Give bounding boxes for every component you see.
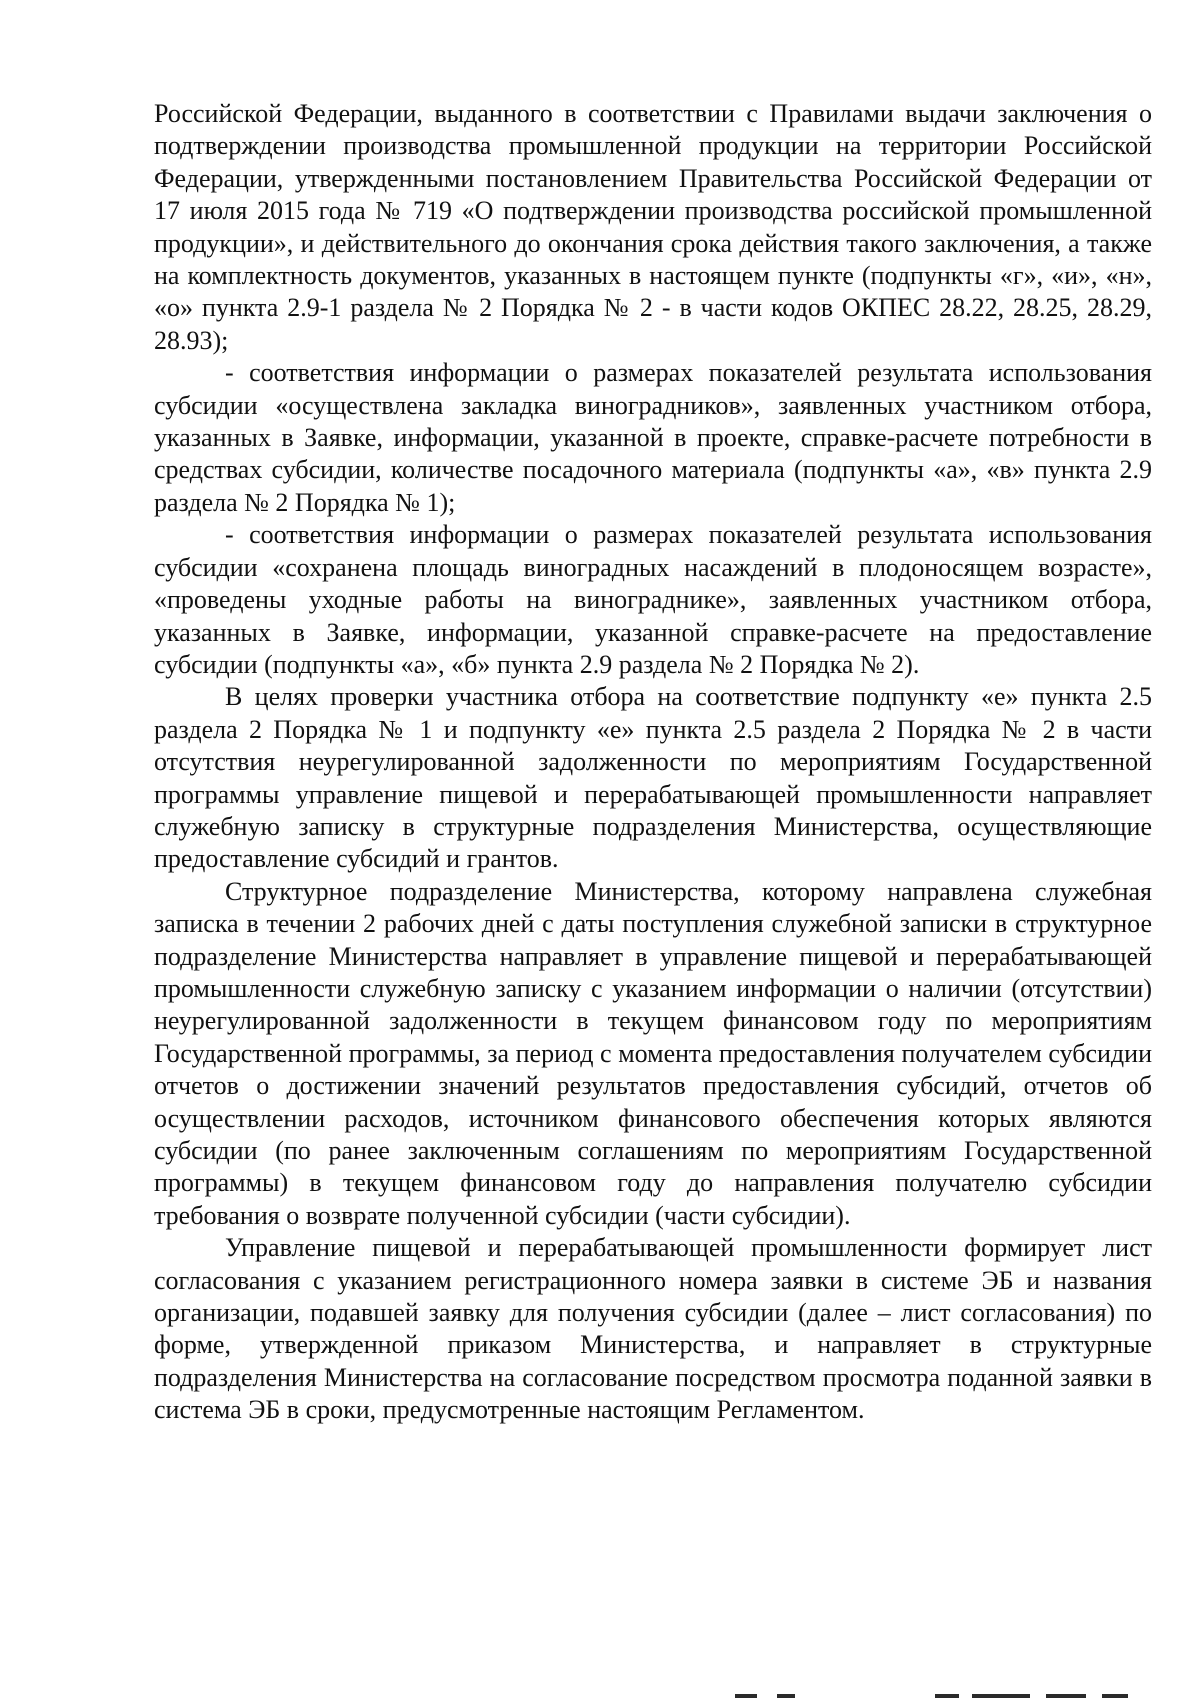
paragraph-approval-sheet: Управление пищевой и перерабатывающей промышленности формирует лист согласования с указанием регистрационного номера заявки в системе ЭБ и названия организации, подавшей заявку для получения субсидии (далее – лист согласования) по форме, утвержденной приказом Министерства, и направляет в структурные подразделения Министерства на согласование посредством просмотра поданной заявки в система ЭБ в сроки, предусмотренные настоящим Регламентом. [154,1233,1152,1425]
scan-mark [1102,1694,1128,1698]
paragraph-continuation: Российской Федерации, выданного в соответствии с Правилами выдачи заключения о подтверждении производства промышленной продукции на территории Российской Федерации, утвержденными постановлением Правительства Российской Федерации от 17 июля 2015 года № 719 «О подтверждении производства российской промышленной продукции», и действительного до окончания срока действия такого заключения, а также на комплектность документов, указанных в настоящем пункте (подпункты «г», «и», «н», «о» пункта 2.9-1 раздела № 2 Порядка № 2 - в части кодов ОКПЕС 28.22, 28.25, 28.29, 28.93); [154,99,1152,355]
paragraph-bullet-vineyard-planting: - соответствия информации о размерах показателей результата использования субсидии «осуществлена закладка виноградников», заявленных участником отбора, указанных в Заявке, информации, указанной в проекте, справке-расчете потребности в средствах субсидии, количестве посадочного материала (подпункты «а», «в» пункта 2.9 раздела № 2 Порядка № 1); [154,358,1152,517]
paragraph-structural-unit: Структурное подразделение Министерства, которому направлена служебная записка в течении 2 рабочих дней с даты поступления служебной записки в структурное подразделение Министерства направляет в управление пищевой и перерабатывающей промышленности служебную записку с указанием информации о наличии (отсутствии) неурегулированной задолженности в текущем финансовом году по мероприятиям Государственной программы, за период с момента предоставления получателем субсидии отчетов о достижении значений результатов предоставления субсидий, отчетов об осуществлении расходов, источником финансового обеспечения которых являются субсидии (по ранее заключенным соглашениям по мероприятиям Государственной программы) в текущем финансовом году до направления получателю субсидии требования о возврате полученной субсидии (части субсидии). [154,876,1152,1230]
scan-mark [935,1694,959,1698]
paragraph-debt-check: В целях проверки участника отбора на соответствие подпункту «е» пункта 2.5 раздела 2 Порядка № 1 и подпункту «е» пункта 2.5 раздела 2 Порядка № 2 в части отсутствия неурегулированной задолженности по мероприятиям Государственной программы управление пищевой и перерабатывающей промышленности направляет служебную записку в структурные подразделения Министерства, осуществляющие предоставление субсидий и грантов. [154,682,1152,874]
scan-mark [735,1694,757,1698]
document-body [154,98,1152,1427]
scan-edge-marks [0,1690,1200,1702]
scan-mark [777,1694,795,1698]
scan-mark [972,1694,1030,1698]
scan-mark [1046,1694,1086,1698]
paragraph-bullet-vineyard-area: - соответствия информации о размерах показателей результата использования субсидии «сохранена площадь виноградных насаждений в плодоносящем возрасте», «проведены уходные работы на винограднике», заявленных участником отбора, указанных в Заявке, информации, указанной справке-расчете на предоставление субсидии (подпункты «а», «б» пункта 2.9 раздела № 2 Порядка № 2). [154,520,1152,679]
